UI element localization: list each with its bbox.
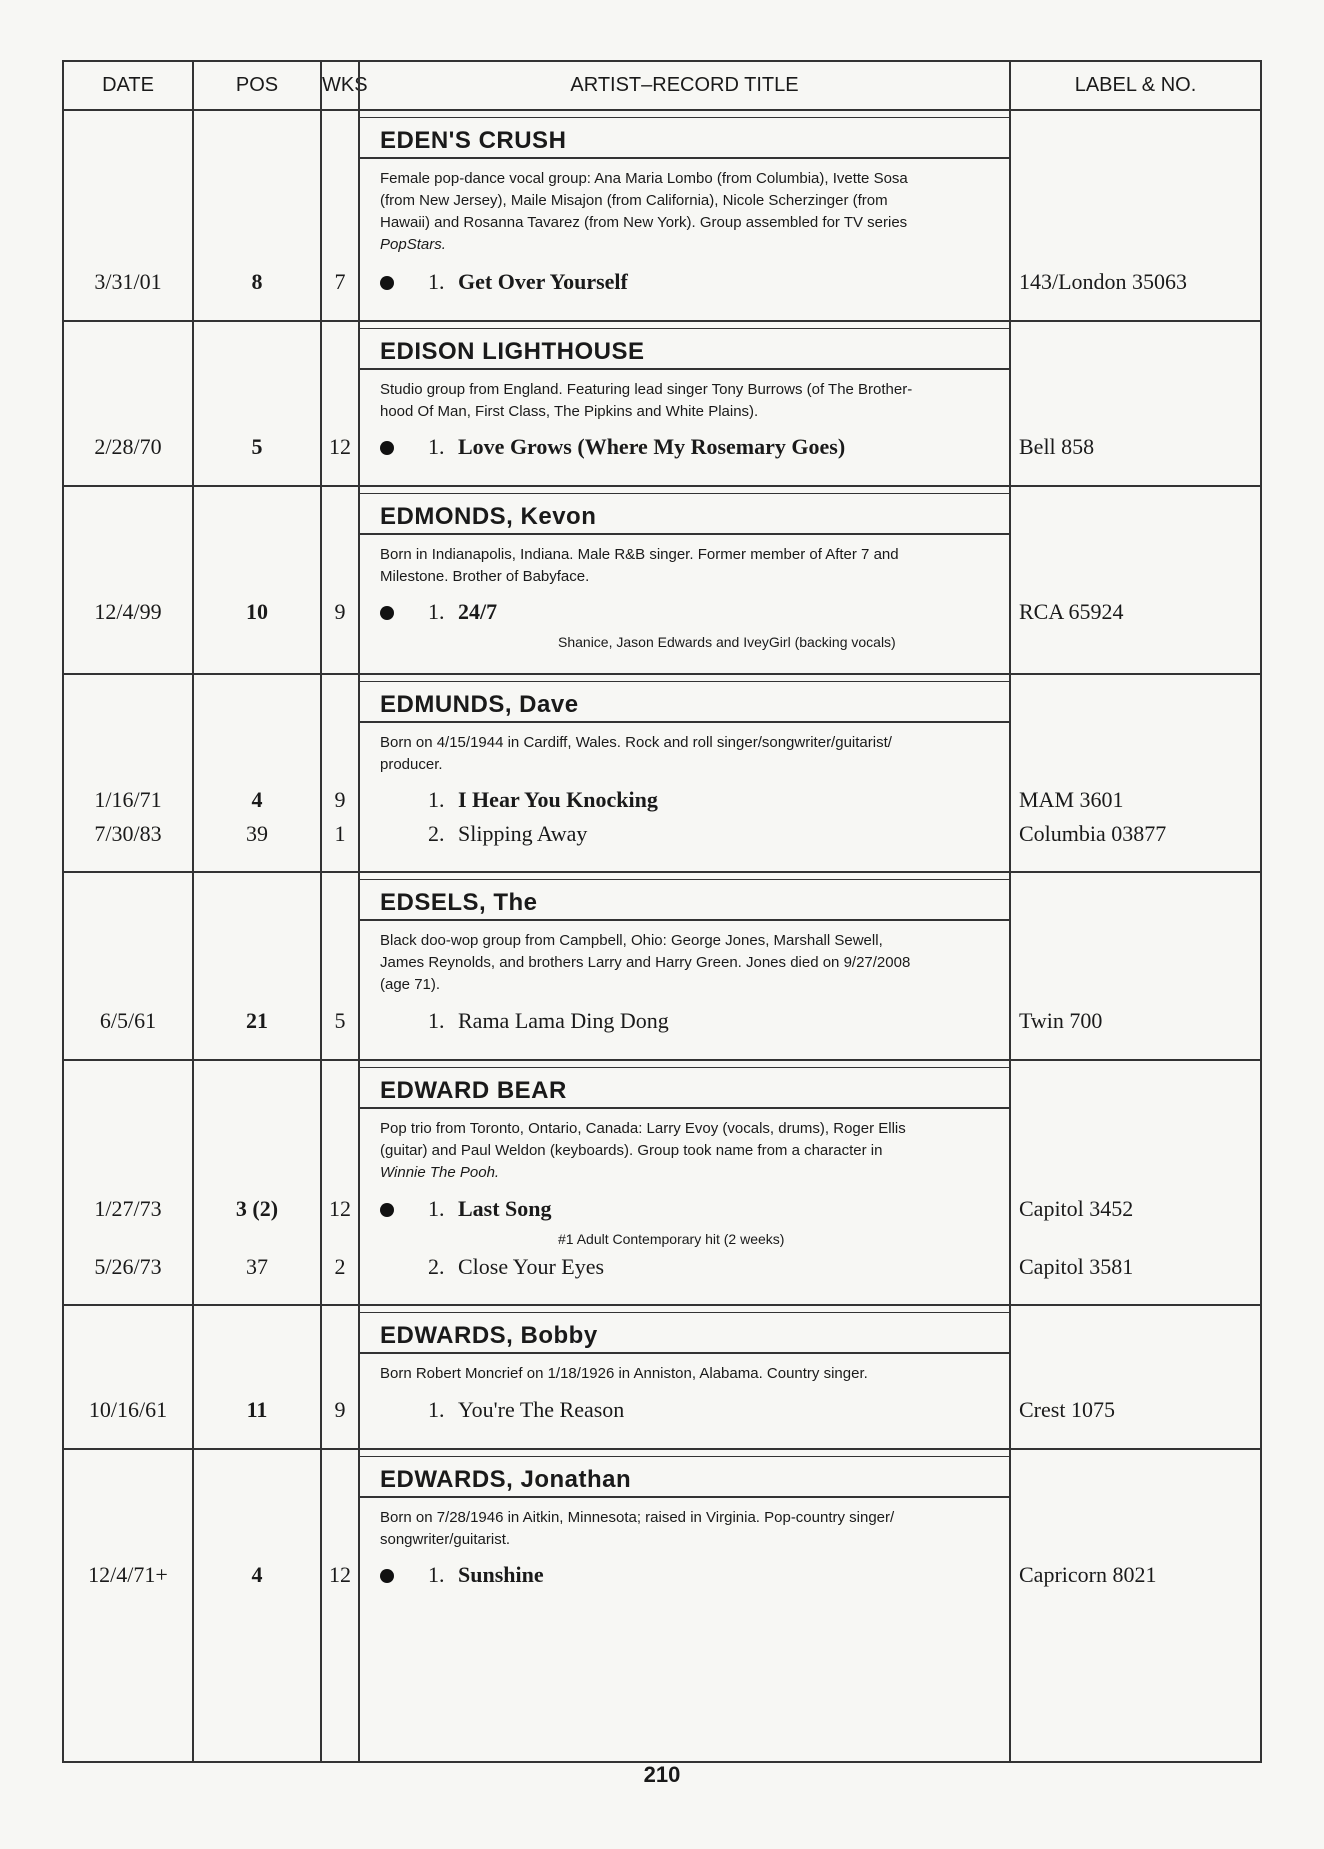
gold-record-bullet-icon	[380, 1203, 394, 1217]
gold-record-bullet-icon	[380, 1569, 394, 1583]
record-position: 8	[251, 269, 263, 294]
record-label: Capricorn 8021	[1019, 1562, 1157, 1587]
artist-entry	[64, 111, 1260, 322]
artist-name: EDWARDS, Bobby	[380, 1322, 598, 1349]
record-number: 1.	[428, 787, 445, 812]
record-weeks: 7	[334, 269, 346, 294]
record-title: 24/7	[458, 599, 498, 624]
record-weeks: 5	[334, 1008, 346, 1033]
artist-name: EDSELS, The	[380, 889, 538, 916]
record-position: 3 (2)	[235, 1196, 279, 1221]
bio-line: Pop trio from Toronto, Ontario, Canada: Larry Evoy (vocals, drums), Roger Ellis	[380, 1120, 906, 1137]
artist-entry	[64, 322, 1260, 487]
artist-entry	[64, 487, 1260, 675]
artist-header	[358, 493, 1009, 535]
column-divider	[192, 62, 194, 1761]
bio-line: PopStars.	[380, 236, 446, 253]
header-wks: WKS	[322, 74, 368, 96]
artist-name: EDMUNDS, Dave	[380, 691, 579, 718]
header-pos: POS	[235, 74, 279, 96]
record-position: 37	[246, 1254, 268, 1279]
record-label: MAM 3601	[1019, 787, 1124, 812]
record-label: Bell 858	[1019, 434, 1095, 459]
artist-name: EDISON LIGHTHOUSE	[380, 338, 645, 365]
artist-bio	[380, 930, 1000, 996]
gold-record-bullet-icon	[380, 606, 394, 620]
bio-line: Studio group from England. Featuring lead singer Tony Burrows (of The Brother-	[380, 381, 913, 398]
artist-header	[358, 1456, 1009, 1498]
record-title: Last Song	[458, 1196, 552, 1221]
gold-record-bullet-icon	[380, 276, 394, 290]
record-number: 2.	[428, 1254, 445, 1279]
record-date: 1/16/71	[94, 787, 162, 812]
record-number: 1.	[428, 1196, 445, 1221]
record-label: RCA 65924	[1019, 599, 1124, 624]
record-weeks: 9	[334, 787, 346, 812]
gold-record-bullet-icon	[380, 441, 394, 455]
record-title: You're The Reason	[458, 1397, 625, 1422]
record-date: 6/5/61	[99, 1008, 157, 1033]
record-row	[64, 821, 1260, 851]
record-row	[64, 787, 1260, 817]
record-date: 2/28/70	[94, 434, 162, 459]
record-number: 1.	[428, 269, 445, 294]
record-weeks: 9	[334, 599, 346, 624]
bio-line: Born on 7/28/1946 in Aitkin, Minnesota; raised in Virginia. Pop-country singer/	[380, 1509, 895, 1526]
header-artist-record-title: ARTIST–RECORD TITLE	[570, 74, 799, 96]
bio-line: (from New Jersey), Maile Misajon (from California), Nicole Scherzinger (from	[380, 192, 888, 209]
artist-entry	[64, 1306, 1260, 1450]
record-date: 12/4/71+	[88, 1562, 168, 1587]
record-title: Love Grows (Where My Rosemary Goes)	[458, 434, 846, 459]
artist-name: EDEN'S CRUSH	[380, 127, 567, 154]
artist-entry	[64, 1061, 1260, 1306]
record-date: 10/16/61	[88, 1397, 168, 1422]
record-date: 12/4/99	[94, 599, 162, 624]
record-label: 143/London 35063	[1019, 269, 1188, 294]
bio-line: Winnie The Pooh.	[380, 1164, 500, 1181]
record-title: Rama Lama Ding Dong	[458, 1008, 669, 1033]
bio-line: Female pop-dance vocal group: Ana Maria Lombo (from Columbia), Ivette Sosa	[380, 170, 908, 187]
header-label-no: LABEL & NO.	[1074, 74, 1197, 96]
bio-line: songwriter/guitarist.	[380, 1531, 511, 1548]
bio-line: James Reynolds, and brothers Larry and Harry Green. Jones died on 9/27/2008	[380, 954, 911, 971]
record-position: 10	[246, 599, 268, 624]
table-header	[64, 62, 1260, 111]
record-row	[64, 1254, 1260, 1284]
record-note: Shanice, Jason Edwards and IveyGirl (backing vocals)	[558, 634, 896, 650]
record-row	[64, 434, 1260, 464]
record-number: 1.	[428, 1008, 445, 1033]
record-position: 11	[246, 1397, 268, 1422]
record-title: Slipping Away	[458, 821, 588, 846]
record-row	[64, 269, 1260, 299]
column-divider	[358, 62, 360, 1761]
record-date: 3/31/01	[94, 269, 162, 294]
record-position: 5	[251, 434, 263, 459]
bio-line: hood Of Man, First Class, The Pipkins and White Plains).	[380, 403, 759, 420]
record-weeks: 12	[329, 434, 351, 459]
bio-line: (age 71).	[380, 976, 441, 993]
record-weeks: 2	[334, 1254, 346, 1279]
record-number: 1.	[428, 434, 445, 459]
record-label: Columbia 03877	[1019, 821, 1167, 846]
record-row	[64, 1562, 1260, 1592]
bio-line: Born in Indianapolis, Indiana. Male R&B singer. Former member of After 7 and	[380, 546, 899, 563]
bio-line: Born Robert Moncrief on 1/18/1926 in Anniston, Alabama. Country singer.	[380, 1365, 868, 1382]
artist-name: EDWARDS, Jonathan	[380, 1466, 632, 1493]
record-number: 1.	[428, 1562, 445, 1587]
bio-line: Black doo-wop group from Campbell, Ohio: George Jones, Marshall Sewell,	[380, 932, 883, 949]
record-title: Close Your Eyes	[458, 1254, 605, 1279]
record-row	[64, 1008, 1260, 1038]
artist-entry	[64, 675, 1260, 873]
artist-header	[358, 1067, 1009, 1109]
record-row	[64, 599, 1260, 629]
artist-header	[358, 879, 1009, 921]
artist-header	[358, 1312, 1009, 1354]
record-label: Capitol 3452	[1019, 1196, 1134, 1221]
artist-name: EDMONDS, Kevon	[380, 503, 597, 530]
column-divider	[320, 62, 322, 1761]
artist-entry	[64, 1450, 1260, 1761]
record-label: Capitol 3581	[1019, 1254, 1134, 1279]
artist-entry	[64, 873, 1260, 1061]
artist-bio	[380, 1507, 1000, 1551]
record-label: Twin 700	[1019, 1008, 1103, 1033]
record-position: 21	[246, 1008, 268, 1033]
record-number: 2.	[428, 821, 445, 846]
page-number: 210	[643, 1762, 681, 1787]
record-position: 39	[246, 821, 268, 846]
bio-line: Hawaii) and Rosanna Tavarez (from New York). Group assembled for TV series	[380, 214, 908, 231]
record-number: 1.	[428, 599, 445, 624]
record-title: Sunshine	[458, 1562, 544, 1587]
record-weeks: 9	[334, 1397, 346, 1422]
artist-bio	[380, 544, 1000, 588]
record-weeks: 12	[329, 1562, 351, 1587]
artist-bio	[380, 1363, 1000, 1385]
record-row	[64, 1397, 1260, 1427]
artist-bio	[380, 168, 1000, 256]
artist-bio	[380, 379, 1000, 423]
bio-line: Milestone. Brother of Babyface.	[380, 568, 590, 585]
record-note: #1 Adult Contemporary hit (2 weeks)	[558, 1231, 785, 1247]
record-title: I Hear You Knocking	[458, 787, 658, 812]
bio-line: (guitar) and Paul Weldon (keyboards). Group took name from a character in	[380, 1142, 883, 1159]
record-date: 1/27/73	[94, 1196, 162, 1221]
record-position: 4	[251, 1562, 263, 1587]
record-date: 7/30/83	[94, 821, 162, 846]
record-title: Get Over Yourself	[458, 269, 628, 294]
column-divider	[1009, 62, 1011, 1761]
artist-header	[358, 681, 1009, 723]
entries-container	[64, 111, 1260, 1761]
record-row	[64, 1196, 1260, 1226]
record-weeks: 1	[334, 821, 346, 846]
bio-line: Born on 4/15/1944 in Cardiff, Wales. Rock and roll singer/songwriter/guitarist/	[380, 734, 892, 751]
artist-bio	[380, 1118, 1000, 1184]
table-grid	[64, 62, 1260, 1761]
record-number: 1.	[428, 1397, 445, 1422]
record-position: 4	[251, 787, 263, 812]
artist-bio	[380, 732, 1000, 776]
artist-name: EDWARD BEAR	[380, 1077, 567, 1104]
header-date: DATE	[102, 74, 154, 96]
chart-table	[62, 60, 1262, 1763]
record-date: 5/26/73	[94, 1254, 162, 1279]
bio-line: producer.	[380, 756, 443, 773]
record-weeks: 12	[329, 1196, 351, 1221]
record-label: Crest 1075	[1019, 1397, 1115, 1422]
artist-header	[358, 117, 1009, 159]
artist-header	[358, 328, 1009, 370]
